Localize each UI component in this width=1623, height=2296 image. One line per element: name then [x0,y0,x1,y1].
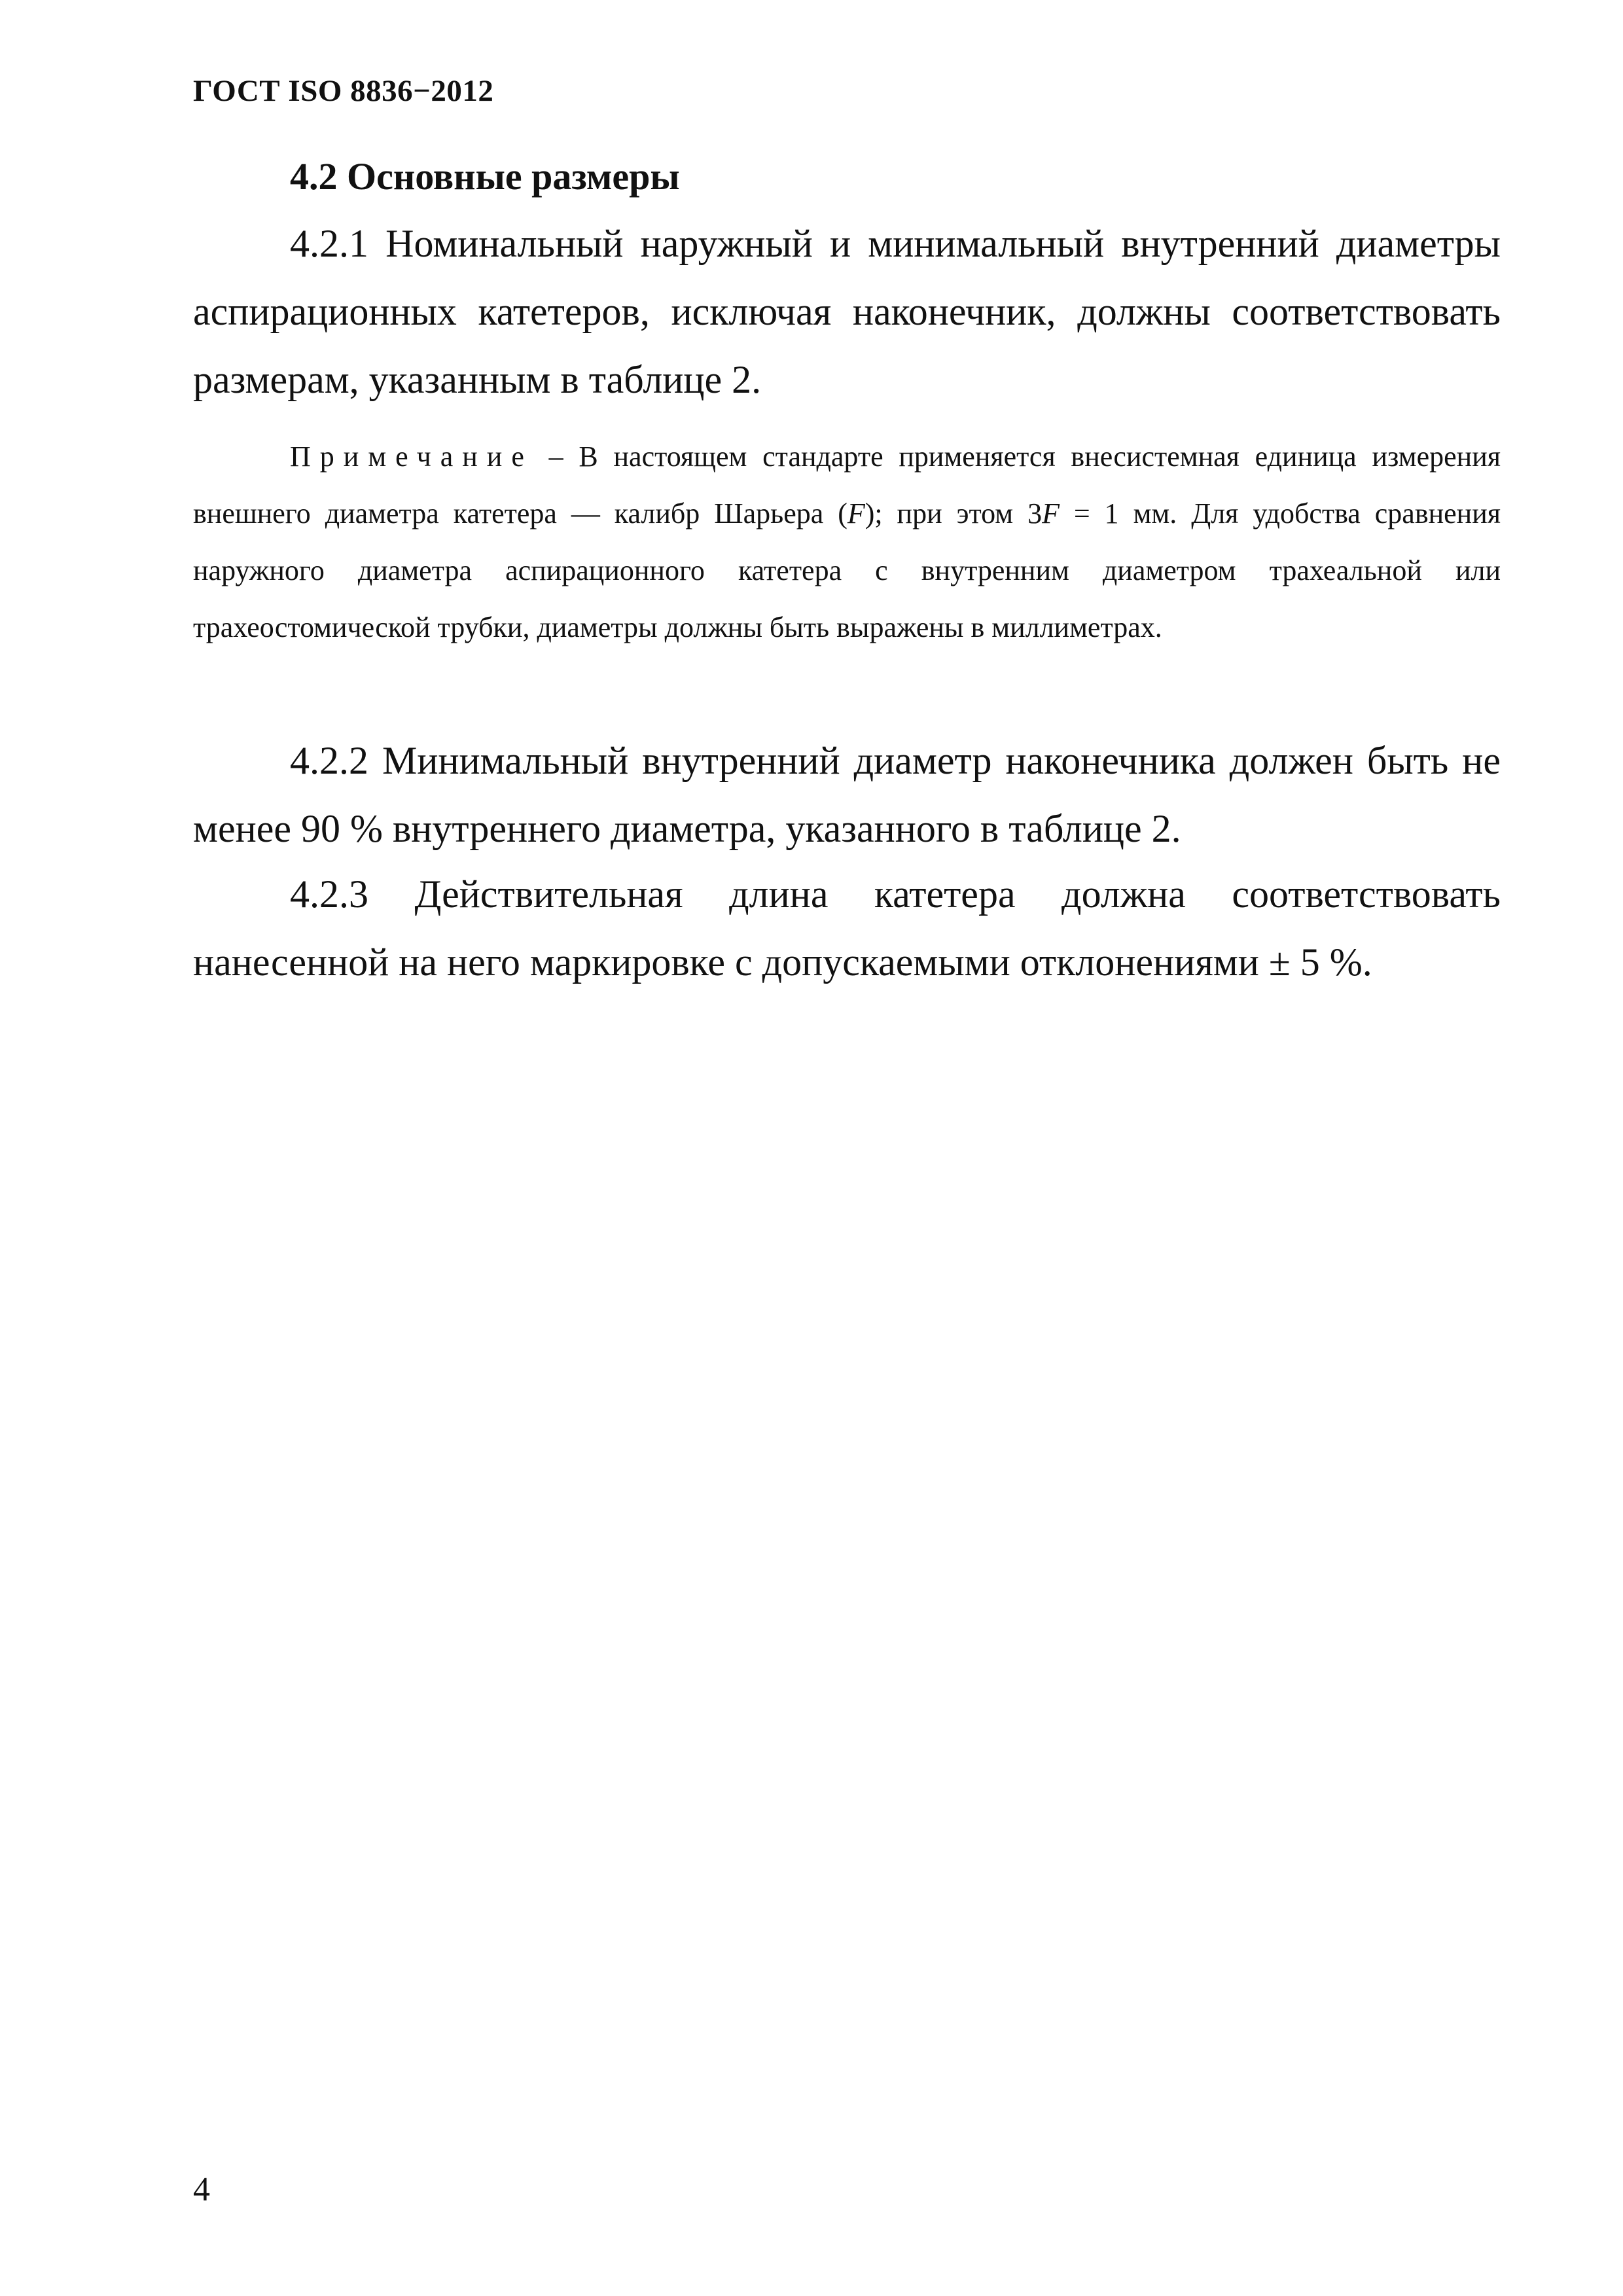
note-text-part1: В настоящем стандарте применяется внесистемная единица измерения внешнего диаметра катетера — калибр Шарьера ( [193,440,1501,529]
note-text-part3: = 1 мм. Для удобства сравнения наружного диаметра аспирационного катетера с внутренним диаметром трахеальной или трахеостомической трубки, диаметры должны быть выражены в миллиметрах. [193,497,1501,643]
note-paragraph [193,428,1501,656]
paragraph-4-2-2: 4.2.2 Минимальный внутренний диаметр наконечника должен быть не менее 90 % внутреннего диаметра, указанного в таблице 2. [193,739,1501,850]
note-label: Примечание [290,440,533,473]
section-title: 4.2 Основные размеры [290,155,680,198]
note-text-part2: ); при этом 3 [865,497,1043,529]
document-header: ГОСТ ISO 8836−2012 [193,74,494,108]
note-dash: – [533,440,579,473]
paragraph-4-2-3: 4.2.3 Действительная длина катетера должна соответствовать нанесенной на него маркировке с допускаемыми отклонениями ± 5 %. [193,872,1501,984]
note-symbol-f: F [847,497,865,529]
page-number: 4 [193,2171,210,2208]
note-symbol-f-2: F [1042,497,1060,529]
paragraph-4-2-1: 4.2.1 Номинальный наружный и минимальный внутренний диаметры аспирационных катетеров, исключая наконечник, должны соответствовать размерам, указанным в таблице 2. [193,222,1501,401]
